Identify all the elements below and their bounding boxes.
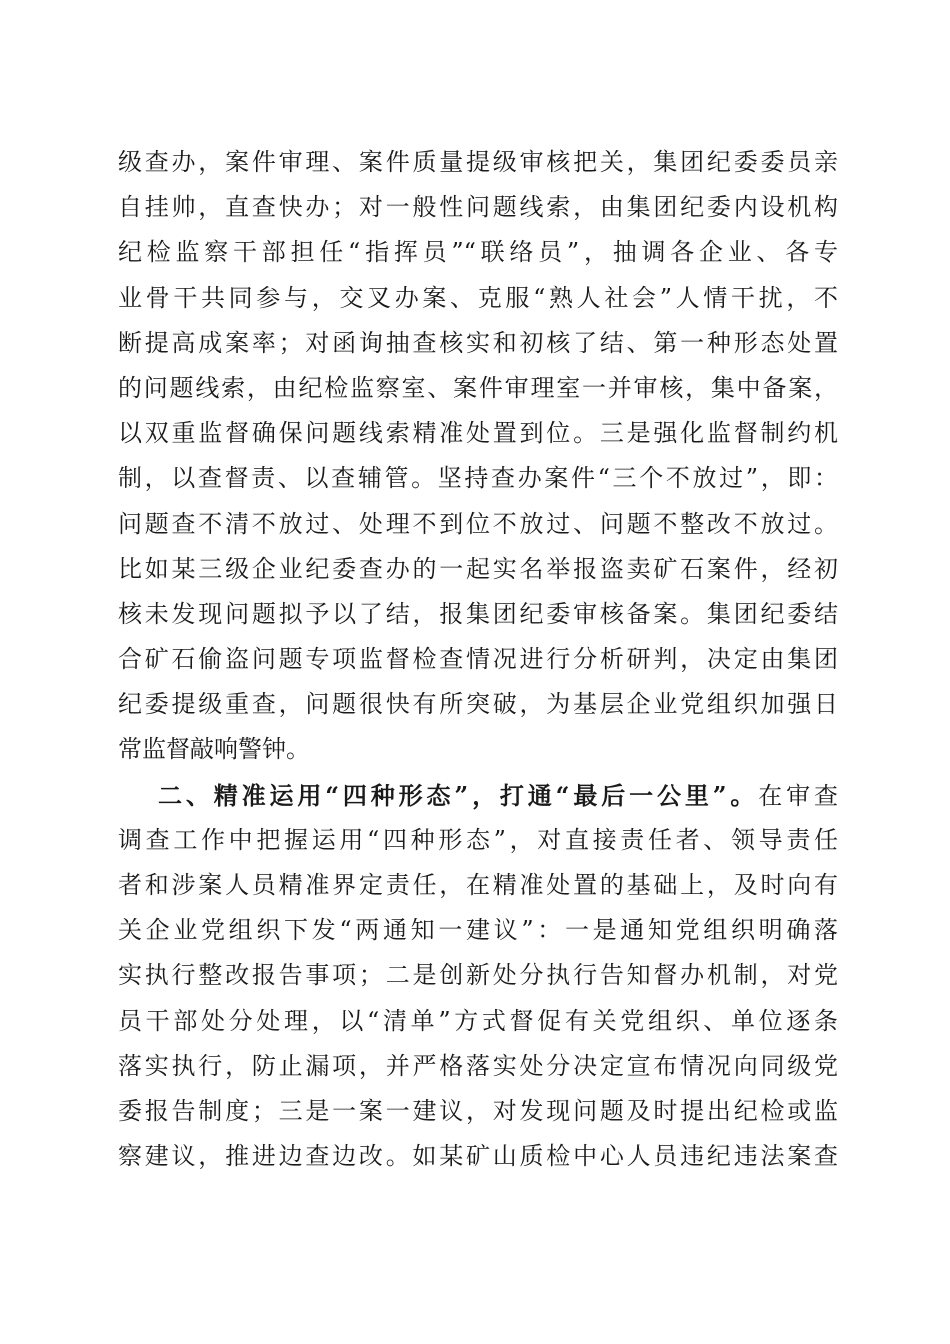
text-line: 断提高成案率；对函询抽查核实和初核了结、第一种形态处置: [118, 328, 838, 357]
text-line: 自挂帅，直查快办；对一般性问题线索，由集团纪委内设机构: [118, 193, 838, 222]
text-line: 委报告制度；三是一案一建议，对发现问题及时提出纪检或监: [118, 1096, 838, 1125]
text-line: 实执行整改报告事项；二是创新处分执行告知督办机制，对党: [118, 961, 838, 990]
paragraph-case-handling: [118, 140, 838, 773]
text-line: 的问题线索，由纪检监察室、案件审理室一并审核，集中备案，: [118, 373, 838, 402]
section-heading-line: [118, 773, 838, 818]
text-line: 常监督敲响警钟。: [118, 735, 310, 764]
text-line: 落实执行，防止漏项，并严格落实处分决定宣布情况向同级党: [118, 1051, 838, 1080]
text-line: 调查工作中把握运用“四种形态”，对直接责任者、领导责任: [118, 825, 838, 854]
text-line: 比如某三级企业纪委查办的一起实名举报盗卖矿石案件，经初: [118, 554, 838, 583]
text-line: 员干部处分处理，以“清单”方式督促有关党组织、单位逐条: [118, 1006, 838, 1035]
text-line: 业骨干共同参与，交叉办案、克服“熟人社会”人情干扰，不: [118, 283, 838, 312]
text-line: 纪检监察干部担任“指挥员”“联络员”，抽调各企业、各专: [118, 238, 838, 267]
paragraph-four-forms: [118, 773, 838, 1180]
section-heading: 二、精准运用“四种形态”，打通“最后一公里”。: [158, 780, 759, 810]
text-line: 察建议，推进边查边改。如某矿山质检中心人员违纪违法案查: [118, 1142, 838, 1171]
text-line: 纪委提级重查，问题很快有所突破，为基层企业党组织加强日: [118, 690, 838, 719]
text-line: 合矿石偷盗问题专项监督检查情况进行分析研判，决定由集团: [118, 645, 838, 674]
text-line: 制，以查督责、以查辅管。坚持查办案件“三个不放过”，即：: [118, 464, 838, 493]
text-line: 以双重监督确保问题线索精准处置到位。三是强化监督制约机: [118, 419, 838, 448]
document-page: [118, 140, 838, 1179]
text-line: 关企业党组织下发“两通知一建议”：一是通知党组织明确落: [118, 916, 838, 945]
text-fragment: 在审查: [758, 781, 839, 810]
text-line: 核未发现问题拟予以了结，报集团纪委审核备案。集团纪委结: [118, 599, 838, 628]
text-line: 级查办，案件审理、案件质量提级审核把关，集团纪委委员亲: [118, 148, 838, 176]
text-line: 问题查不清不放过、处理不到位不放过、问题不整改不放过。: [118, 509, 838, 538]
text-line: 者和涉案人员精准界定责任，在精准处置的基础上，及时向有: [118, 871, 838, 899]
